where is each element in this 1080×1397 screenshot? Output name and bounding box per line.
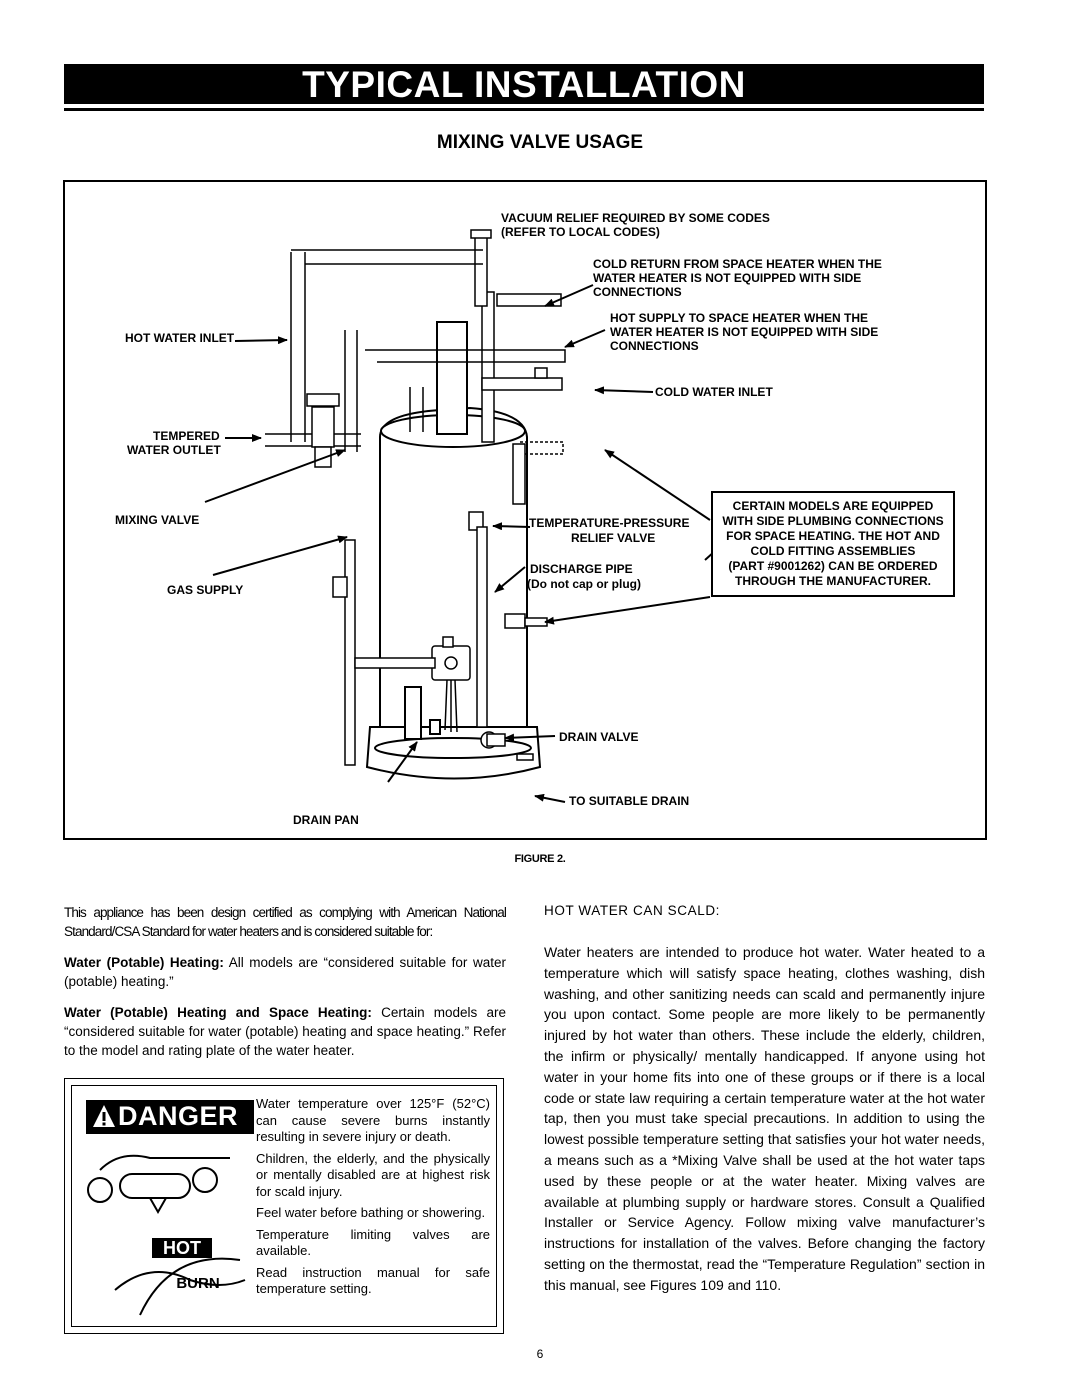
hot-supply-label-3: CONNECTIONS: [610, 339, 699, 353]
mixing-valve: [307, 394, 339, 467]
danger-line-5: Read instruction manual for safe temperature setting.: [256, 1264, 490, 1296]
discharge-pipe-label-1: DISCHARGE PIPE: [530, 562, 633, 576]
certification-intro: This appliance has been design certified as complying with American National Standard/CSA Standard for water heaters and is considered suitable for:: [64, 905, 506, 939]
page-title: TYPICAL INSTALLATION: [302, 64, 746, 105]
tp-relief-label-2: RELIEF VALVE: [571, 531, 656, 545]
scald-body: Water heaters are intended to produce hot water. Water heated to a temperature which will satisfy space heating, clothes washing, dish washing, and other sanitizing needs can scald and permanently injure you upon contact. Some people are more likely to be permanently injured by hot water than others. These include the elderly, children, the infirm or physically/ mentally handicapped. If anyone using hot water in your home fits into one of these groups or if there is a local code or state law requiring a certain temperature water at the hot water tap, then you must take special precautions. In addition to using the lowest possible temperature setting that satisfies your hot water needs, a means such as a *Mixing Valve shall be used at the hot water taps used by these people or at the water heater. Mixing valves are available at plumbing supply or hardware stores. Consult a Qualified Installer or Service Agency. Follow mixing valve manufacturer’s instructions for installation of the valves. Before changing the factory setting on the thermostat, read the “Temperature Regulation” section in this manual, see Figures 109 and 110.: [544, 944, 985, 1293]
callout-line-1: CERTAIN MODELS ARE EQUIPPED: [732, 499, 934, 513]
danger-line-4: Temperature limiting valves are available.: [256, 1226, 490, 1258]
callout-line-3: FOR SPACE HEATING. THE HOT AND: [726, 529, 940, 543]
figure-caption: FIGURE 2.: [514, 853, 566, 865]
potable-heating-note: [64, 953, 506, 991]
callout-line-4: COLD FITTING ASSEMBLIES: [750, 544, 916, 558]
cold-inlet-pipe: [482, 292, 562, 442]
cold-return-label-2: WATER HEATER IS NOT EQUIPPED WITH SIDE: [593, 271, 862, 285]
title-rule: [64, 108, 984, 111]
flue-pipe: [437, 322, 467, 434]
danger-line-3: Feel water before bathing or showering.: [256, 1205, 486, 1220]
hot-icon-text: HOT: [163, 1238, 201, 1258]
danger-header: [86, 1100, 254, 1134]
tempered-label-1: TEMPERED: [153, 429, 220, 443]
tp-relief-label-1: TEMPERATURE-PRESSURE: [529, 516, 690, 530]
gas-supply-label: GAS SUPPLY: [167, 583, 244, 597]
vacuum-relief-label-1: VACUUM RELIEF REQUIRED BY SOME CODES: [501, 211, 770, 225]
drain-pan-label: DRAIN PAN: [293, 813, 359, 827]
danger-line-2: Children, the elderly, and the physically or mentally disabled are at highest risk for scald injury.: [256, 1150, 490, 1199]
suitable-drain-label: TO SUITABLE DRAIN: [569, 794, 690, 808]
callout-line-2: WITH SIDE PLUMBING CONNECTIONS: [722, 514, 944, 528]
scald-warning-section: [544, 903, 985, 1296]
certification-notes: [64, 903, 506, 1072]
potable-heating-label: Water (Potable) Heating:: [64, 955, 224, 970]
installation-diagram: [63, 180, 987, 840]
warning-icon: [92, 1103, 116, 1129]
danger-label-inner: [71, 1085, 497, 1327]
drain-valve-label: DRAIN VALVE: [559, 730, 639, 744]
danger-text: [256, 1096, 490, 1303]
scald-heading: HOT WATER CAN SCALD:: [544, 903, 721, 918]
burn-icon-text: BURN: [176, 1275, 220, 1292]
cold-return-label-3: CONNECTIONS: [593, 285, 682, 299]
hot-supply-label-2: WATER HEATER IS NOT EQUIPPED WITH SIDE: [610, 325, 879, 339]
callout-line-6: THROUGH THE MANUFACTURER.: [735, 574, 931, 588]
potable-heating-text: All models are “considered suitable for water (potable) heating.”: [64, 955, 506, 989]
cold-water-inlet-label: COLD WATER INLET: [655, 385, 773, 399]
mixing-valve-label: MIXING VALVE: [115, 513, 200, 527]
danger-word: DANGER: [118, 1101, 239, 1131]
hot-water-inlet-label: HOT WATER INLET: [125, 331, 235, 345]
title-banner: [64, 64, 984, 104]
page-number: 6: [536, 1347, 544, 1361]
danger-line-1: Water temperature over 125°F (52°C) can cause severe burns instantly resulting in severe injury or death.: [256, 1096, 490, 1144]
callout-line-5: (PART #9001262) CAN BE ORDERED: [728, 559, 938, 573]
hot-supply-label-1: HOT SUPPLY TO SPACE HEATER WHEN THE: [610, 311, 869, 325]
diagram-drawing: [65, 182, 985, 838]
space-heating-text: Certain models are “considered suitable for water (potable) heating and space heating.” Refer to the model and rating plate of the water heater.: [64, 1005, 506, 1058]
danger-label: [64, 1078, 504, 1334]
space-heating-note: [64, 1003, 506, 1060]
tempered-label-2: WATER OUTLET: [127, 443, 221, 457]
vacuum-relief-valve: [471, 230, 561, 306]
scald-hazard-icon: [80, 1140, 250, 1320]
cold-return-label-1: COLD RETURN FROM SPACE HEATER WHEN THE: [593, 257, 882, 271]
vacuum-relief-label-2: (REFER TO LOCAL CODES): [501, 225, 660, 239]
discharge-pipe-label-2: (Do not cap or plug): [527, 577, 641, 591]
space-heating-label: Water (Potable) Heating and Space Heating:: [64, 1005, 372, 1020]
section-subtitle: MIXING VALVE USAGE: [436, 132, 644, 153]
